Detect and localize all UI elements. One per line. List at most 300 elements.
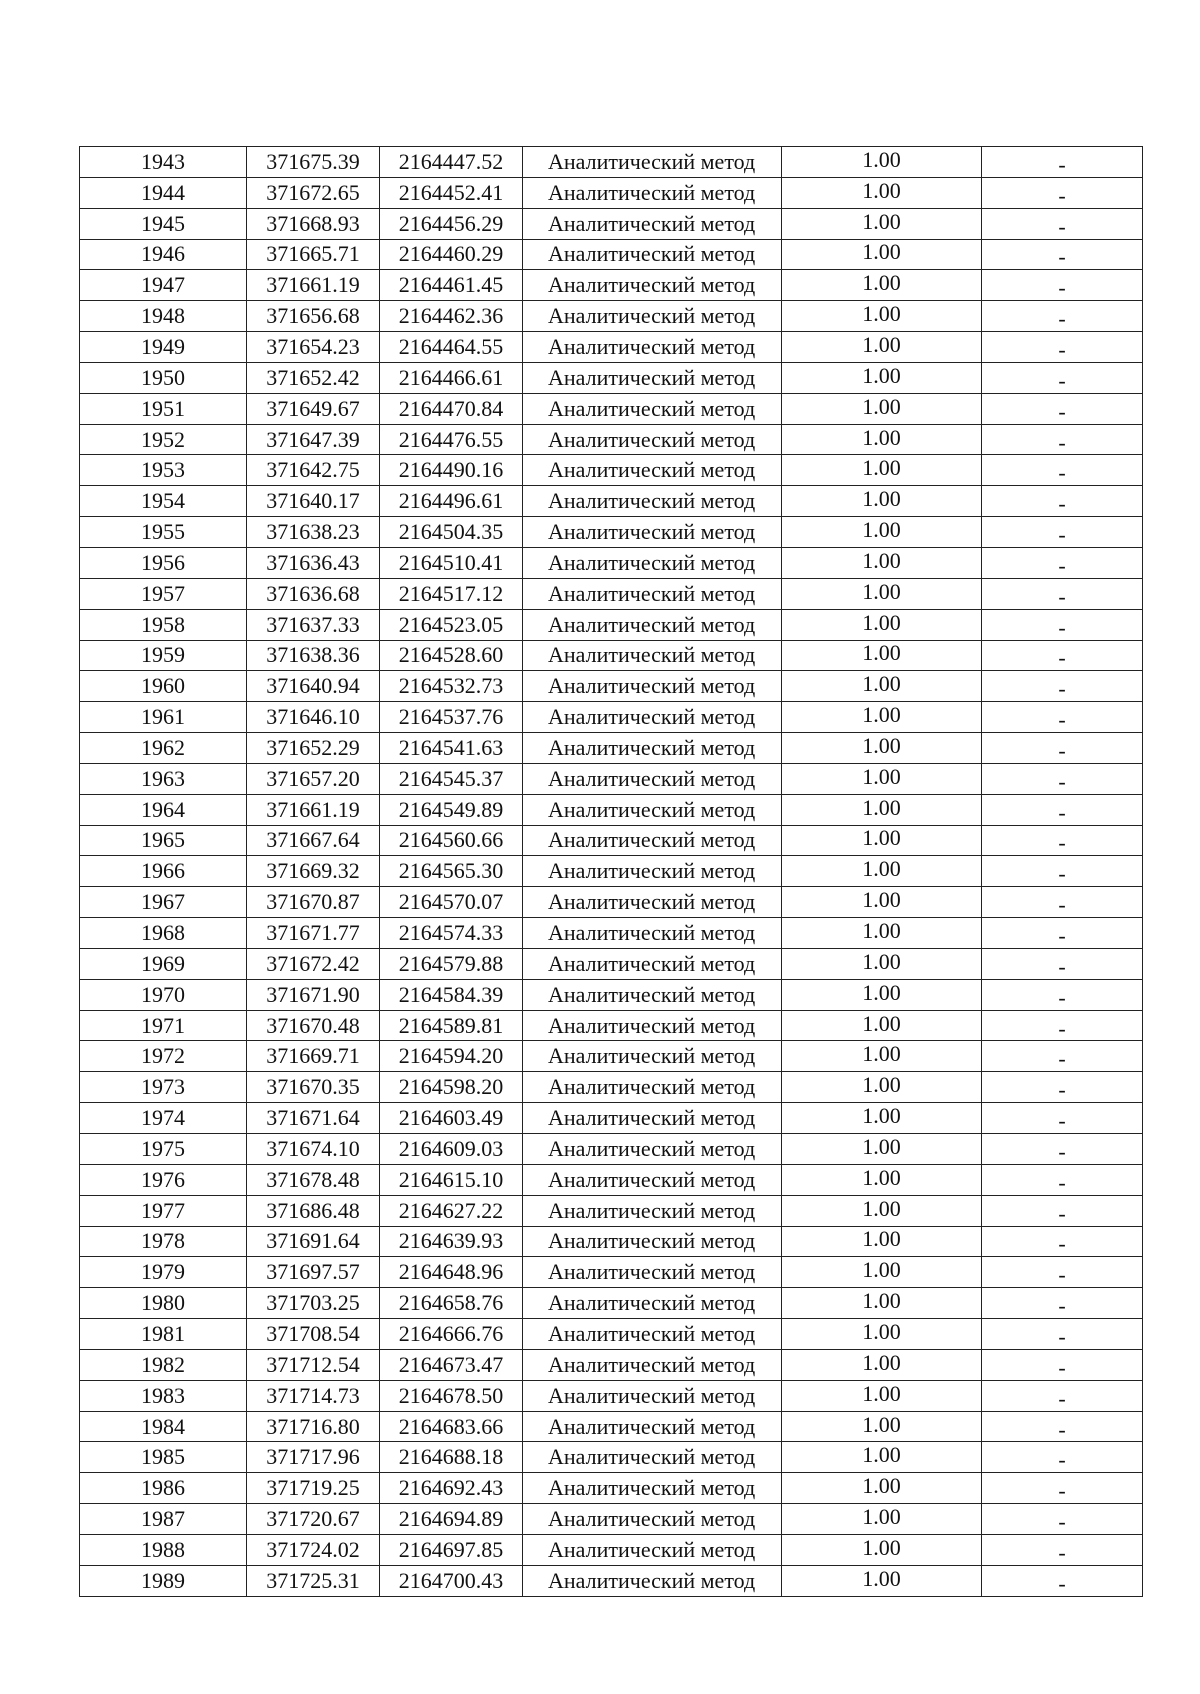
accuracy-cell	[782, 733, 982, 764]
accuracy-cell	[782, 239, 982, 270]
note-cell-text: -	[1058, 522, 1066, 548]
x-coordinate-cell: 371672.65	[247, 177, 380, 208]
point-number-cell: 1983	[80, 1380, 247, 1411]
method-cell: Аналитический метод	[523, 1195, 782, 1226]
method-cell: Аналитический метод	[523, 609, 782, 640]
accuracy-cell-text: 1.00	[862, 1288, 901, 1314]
table-row	[80, 578, 1143, 609]
y-coordinate-cell: 2164496.61	[380, 486, 523, 517]
accuracy-cell-text: 1.00	[862, 177, 901, 203]
note-cell	[982, 1534, 1143, 1565]
table-row	[80, 177, 1143, 208]
accuracy-cell-text: 1.00	[862, 1473, 901, 1499]
point-number-cell: 1978	[80, 1226, 247, 1257]
accuracy-cell-text: 1.00	[862, 331, 901, 357]
accuracy-cell	[782, 1041, 982, 1072]
method-cell: Аналитический метод	[523, 270, 782, 301]
method-cell: Аналитический метод	[523, 424, 782, 455]
method-cell: Аналитический метод	[523, 1349, 782, 1380]
note-cell	[982, 1288, 1143, 1319]
point-number-cell: 1966	[80, 856, 247, 887]
accuracy-cell-text: 1.00	[862, 609, 901, 635]
accuracy-cell	[782, 671, 982, 702]
note-cell	[982, 1504, 1143, 1535]
point-number-cell: 1976	[80, 1164, 247, 1195]
accuracy-cell	[782, 578, 982, 609]
y-coordinate-cell: 2164456.29	[380, 208, 523, 239]
method-cell: Аналитический метод	[523, 1288, 782, 1319]
point-number-cell: 1952	[80, 424, 247, 455]
note-cell	[982, 393, 1143, 424]
note-cell-text: -	[1058, 923, 1066, 949]
note-cell-text: -	[1058, 1509, 1066, 1535]
accuracy-cell	[782, 486, 982, 517]
x-coordinate-cell: 371703.25	[247, 1288, 380, 1319]
x-coordinate-cell: 371670.35	[247, 1072, 380, 1103]
accuracy-cell-text: 1.00	[862, 1380, 901, 1406]
note-cell-text: -	[1058, 1200, 1066, 1226]
y-coordinate-cell: 2164462.36	[380, 301, 523, 332]
table-row	[80, 856, 1143, 887]
table-row	[80, 1319, 1143, 1350]
x-coordinate-cell: 371719.25	[247, 1473, 380, 1504]
table-row	[80, 393, 1143, 424]
x-coordinate-cell: 371638.23	[247, 517, 380, 548]
note-cell	[982, 671, 1143, 702]
x-coordinate-cell: 371725.31	[247, 1565, 380, 1596]
note-cell	[982, 887, 1143, 918]
y-coordinate-cell: 2164549.89	[380, 794, 523, 825]
y-coordinate-cell: 2164589.81	[380, 1010, 523, 1041]
table-row	[80, 1103, 1143, 1134]
note-cell	[982, 609, 1143, 640]
method-cell: Аналитический метод	[523, 1257, 782, 1288]
table-row	[80, 1164, 1143, 1195]
table-row	[80, 1195, 1143, 1226]
y-coordinate-cell: 2164466.61	[380, 362, 523, 393]
note-cell	[982, 1041, 1143, 1072]
accuracy-cell-text: 1.00	[862, 301, 901, 327]
point-number-cell: 1964	[80, 794, 247, 825]
note-cell-text: -	[1058, 707, 1066, 733]
note-cell-text: -	[1058, 768, 1066, 794]
accuracy-cell-text: 1.00	[862, 1565, 901, 1591]
table-row	[80, 455, 1143, 486]
point-number-cell: 1974	[80, 1103, 247, 1134]
method-cell: Аналитический метод	[523, 362, 782, 393]
table-row	[80, 147, 1143, 178]
y-coordinate-cell: 2164470.84	[380, 393, 523, 424]
note-cell-text: -	[1058, 213, 1066, 239]
point-number-cell: 1988	[80, 1534, 247, 1565]
x-coordinate-cell: 371708.54	[247, 1319, 380, 1350]
note-cell-text: -	[1058, 1077, 1066, 1103]
method-cell: Аналитический метод	[523, 1473, 782, 1504]
method-cell: Аналитический метод	[523, 1565, 782, 1596]
accuracy-cell-text: 1.00	[862, 208, 901, 234]
note-cell	[982, 979, 1143, 1010]
point-number-cell: 1953	[80, 455, 247, 486]
point-number-cell: 1949	[80, 332, 247, 363]
accuracy-cell	[782, 177, 982, 208]
table-row	[80, 1534, 1143, 1565]
accuracy-cell-text: 1.00	[862, 1226, 901, 1252]
table-row	[80, 948, 1143, 979]
table-row	[80, 763, 1143, 794]
method-cell: Аналитический метод	[523, 455, 782, 486]
note-cell	[982, 547, 1143, 578]
y-coordinate-cell: 2164688.18	[380, 1442, 523, 1473]
y-coordinate-cell: 2164541.63	[380, 733, 523, 764]
accuracy-cell-text: 1.00	[862, 1349, 901, 1375]
y-coordinate-cell: 2164584.39	[380, 979, 523, 1010]
x-coordinate-cell: 371668.93	[247, 208, 380, 239]
accuracy-cell	[782, 887, 982, 918]
note-cell-text: -	[1058, 552, 1066, 578]
accuracy-cell-text: 1.00	[862, 1103, 901, 1129]
note-cell-text: -	[1058, 861, 1066, 887]
method-cell: Аналитический метод	[523, 332, 782, 363]
x-coordinate-cell: 371697.57	[247, 1257, 380, 1288]
accuracy-cell-text: 1.00	[862, 146, 901, 172]
point-number-cell: 1947	[80, 270, 247, 301]
accuracy-cell	[782, 1195, 982, 1226]
point-number-cell: 1946	[80, 239, 247, 270]
y-coordinate-cell: 2164574.33	[380, 918, 523, 949]
x-coordinate-cell: 371669.71	[247, 1041, 380, 1072]
table-row	[80, 1257, 1143, 1288]
table-row	[80, 1072, 1143, 1103]
accuracy-cell	[782, 1565, 982, 1596]
point-number-cell: 1982	[80, 1349, 247, 1380]
accuracy-cell	[782, 609, 982, 640]
note-cell	[982, 1134, 1143, 1165]
method-cell: Аналитический метод	[523, 1504, 782, 1535]
accuracy-cell	[782, 640, 982, 671]
point-number-cell: 1975	[80, 1134, 247, 1165]
y-coordinate-cell: 2164666.76	[380, 1319, 523, 1350]
note-cell	[982, 424, 1143, 455]
table-row	[80, 1473, 1143, 1504]
y-coordinate-cell: 2164594.20	[380, 1041, 523, 1072]
table-row	[80, 1565, 1143, 1596]
y-coordinate-cell: 2164598.20	[380, 1072, 523, 1103]
y-coordinate-cell: 2164504.35	[380, 517, 523, 548]
point-number-cell: 1984	[80, 1411, 247, 1442]
accuracy-cell-text: 1.00	[862, 887, 901, 913]
table-row	[80, 208, 1143, 239]
note-cell	[982, 733, 1143, 764]
point-number-cell: 1973	[80, 1072, 247, 1103]
x-coordinate-cell: 371636.43	[247, 547, 380, 578]
note-cell-text: -	[1058, 1323, 1066, 1349]
table-row	[80, 1504, 1143, 1535]
accuracy-cell-text: 1.00	[862, 517, 901, 543]
x-coordinate-cell: 371678.48	[247, 1164, 380, 1195]
method-cell: Аналитический метод	[523, 948, 782, 979]
point-number-cell: 1954	[80, 486, 247, 517]
note-cell-text: -	[1058, 614, 1066, 640]
note-cell-text: -	[1058, 429, 1066, 455]
method-cell: Аналитический метод	[523, 856, 782, 887]
table-row	[80, 918, 1143, 949]
note-cell-text: -	[1058, 275, 1066, 301]
accuracy-cell-text: 1.00	[862, 1257, 901, 1283]
accuracy-cell	[782, 147, 982, 178]
x-coordinate-cell: 371637.33	[247, 609, 380, 640]
x-coordinate-cell: 371667.64	[247, 825, 380, 856]
x-coordinate-cell: 371669.32	[247, 856, 380, 887]
accuracy-cell	[782, 794, 982, 825]
note-cell-text: -	[1058, 1015, 1066, 1041]
accuracy-cell-text: 1.00	[862, 1133, 901, 1159]
x-coordinate-cell: 371674.10	[247, 1134, 380, 1165]
point-number-cell: 1965	[80, 825, 247, 856]
accuracy-cell-text: 1.00	[862, 763, 901, 789]
table-row	[80, 1134, 1143, 1165]
x-coordinate-cell: 371691.64	[247, 1226, 380, 1257]
method-cell: Аналитический метод	[523, 702, 782, 733]
note-cell	[982, 1257, 1143, 1288]
point-number-cell: 1959	[80, 640, 247, 671]
x-coordinate-cell: 371712.54	[247, 1349, 380, 1380]
y-coordinate-cell: 2164537.76	[380, 702, 523, 733]
method-cell: Аналитический метод	[523, 1442, 782, 1473]
accuracy-cell	[782, 918, 982, 949]
point-number-cell: 1980	[80, 1288, 247, 1319]
note-cell	[982, 702, 1143, 733]
accuracy-cell-text: 1.00	[862, 918, 901, 944]
y-coordinate-cell: 2164603.49	[380, 1103, 523, 1134]
note-cell-text: -	[1058, 737, 1066, 763]
accuracy-cell	[782, 270, 982, 301]
table-row	[80, 486, 1143, 517]
note-cell-text: -	[1058, 676, 1066, 702]
y-coordinate-cell: 2164460.29	[380, 239, 523, 270]
accuracy-cell-text: 1.00	[862, 455, 901, 481]
point-number-cell: 1968	[80, 918, 247, 949]
table-row	[80, 609, 1143, 640]
note-cell	[982, 239, 1143, 270]
accuracy-cell	[782, 825, 982, 856]
y-coordinate-cell: 2164673.47	[380, 1349, 523, 1380]
accuracy-cell	[782, 424, 982, 455]
y-coordinate-cell: 2164490.16	[380, 455, 523, 486]
accuracy-cell	[782, 763, 982, 794]
point-number-cell: 1943	[80, 147, 247, 178]
y-coordinate-cell: 2164461.45	[380, 270, 523, 301]
accuracy-cell-text: 1.00	[862, 948, 901, 974]
point-number-cell: 1956	[80, 547, 247, 578]
point-number-cell: 1955	[80, 517, 247, 548]
x-coordinate-cell: 371665.71	[247, 239, 380, 270]
accuracy-cell	[782, 979, 982, 1010]
method-cell: Аналитический метод	[523, 578, 782, 609]
y-coordinate-cell: 2164517.12	[380, 578, 523, 609]
table-row	[80, 1349, 1143, 1380]
point-number-cell: 1972	[80, 1041, 247, 1072]
y-coordinate-cell: 2164658.76	[380, 1288, 523, 1319]
point-number-cell: 1977	[80, 1195, 247, 1226]
note-cell	[982, 301, 1143, 332]
x-coordinate-cell: 371656.68	[247, 301, 380, 332]
method-cell: Аналитический метод	[523, 671, 782, 702]
x-coordinate-cell: 371720.67	[247, 1504, 380, 1535]
accuracy-cell	[782, 393, 982, 424]
accuracy-cell-text: 1.00	[862, 1318, 901, 1344]
note-cell-text: -	[1058, 1262, 1066, 1288]
x-coordinate-cell: 371671.90	[247, 979, 380, 1010]
note-cell-text: -	[1058, 1354, 1066, 1380]
method-cell: Аналитический метод	[523, 486, 782, 517]
method-cell: Аналитический метод	[523, 177, 782, 208]
x-coordinate-cell: 371652.29	[247, 733, 380, 764]
accuracy-cell-text: 1.00	[862, 732, 901, 758]
method-cell: Аналитический метод	[523, 1072, 782, 1103]
note-cell-text: -	[1058, 182, 1066, 208]
accuracy-cell	[782, 208, 982, 239]
point-number-cell: 1962	[80, 733, 247, 764]
note-cell	[982, 486, 1143, 517]
table-row	[80, 1411, 1143, 1442]
method-cell: Аналитический метод	[523, 147, 782, 178]
note-cell-text: -	[1058, 1108, 1066, 1134]
note-cell-text: -	[1058, 1138, 1066, 1164]
accuracy-cell-text: 1.00	[862, 1504, 901, 1530]
note-cell-text: -	[1058, 953, 1066, 979]
note-cell	[982, 1164, 1143, 1195]
accuracy-cell-text: 1.00	[862, 424, 901, 450]
accuracy-cell-text: 1.00	[862, 362, 901, 388]
table-row	[80, 1041, 1143, 1072]
accuracy-cell	[782, 362, 982, 393]
accuracy-cell-text: 1.00	[862, 856, 901, 882]
accuracy-cell-text: 1.00	[862, 1041, 901, 1067]
note-cell	[982, 1349, 1143, 1380]
y-coordinate-cell: 2164694.89	[380, 1504, 523, 1535]
note-cell-text: -	[1058, 645, 1066, 671]
y-coordinate-cell: 2164560.66	[380, 825, 523, 856]
point-number-cell: 1967	[80, 887, 247, 918]
method-cell: Аналитический метод	[523, 301, 782, 332]
x-coordinate-cell: 371671.64	[247, 1103, 380, 1134]
point-number-cell: 1979	[80, 1257, 247, 1288]
x-coordinate-cell: 371670.87	[247, 887, 380, 918]
x-coordinate-cell: 371724.02	[247, 1534, 380, 1565]
y-coordinate-cell: 2164615.10	[380, 1164, 523, 1195]
accuracy-cell-text: 1.00	[862, 640, 901, 666]
accuracy-cell	[782, 1072, 982, 1103]
x-coordinate-cell: 371636.68	[247, 578, 380, 609]
y-coordinate-cell: 2164528.60	[380, 640, 523, 671]
x-coordinate-cell: 371647.39	[247, 424, 380, 455]
y-coordinate-cell: 2164639.93	[380, 1226, 523, 1257]
accuracy-cell-text: 1.00	[862, 825, 901, 851]
table-row	[80, 887, 1143, 918]
table-row	[80, 270, 1143, 301]
table-row	[80, 979, 1143, 1010]
y-coordinate-cell: 2164697.85	[380, 1534, 523, 1565]
point-number-cell: 1970	[80, 979, 247, 1010]
accuracy-cell	[782, 1319, 982, 1350]
note-cell-text: -	[1058, 1046, 1066, 1072]
y-coordinate-cell: 2164683.66	[380, 1411, 523, 1442]
accuracy-cell-text: 1.00	[862, 671, 901, 697]
method-cell: Аналитический метод	[523, 1411, 782, 1442]
method-cell: Аналитический метод	[523, 1319, 782, 1350]
accuracy-cell	[782, 1380, 982, 1411]
note-cell	[982, 1010, 1143, 1041]
y-coordinate-cell: 2164545.37	[380, 763, 523, 794]
point-number-cell: 1950	[80, 362, 247, 393]
x-coordinate-cell: 371675.39	[247, 147, 380, 178]
accuracy-cell	[782, 1164, 982, 1195]
point-number-cell: 1958	[80, 609, 247, 640]
x-coordinate-cell: 371646.10	[247, 702, 380, 733]
table-row	[80, 794, 1143, 825]
y-coordinate-cell: 2164678.50	[380, 1380, 523, 1411]
point-number-cell: 1987	[80, 1504, 247, 1535]
x-coordinate-cell: 371640.17	[247, 486, 380, 517]
method-cell: Аналитический метод	[523, 1380, 782, 1411]
method-cell: Аналитический метод	[523, 208, 782, 239]
y-coordinate-cell: 2164627.22	[380, 1195, 523, 1226]
accuracy-cell	[782, 1103, 982, 1134]
y-coordinate-cell: 2164510.41	[380, 547, 523, 578]
note-cell	[982, 1319, 1143, 1350]
x-coordinate-cell: 371661.19	[247, 270, 380, 301]
y-coordinate-cell: 2164579.88	[380, 948, 523, 979]
accuracy-cell	[782, 547, 982, 578]
accuracy-cell	[782, 1257, 982, 1288]
note-cell	[982, 948, 1143, 979]
note-cell-text: -	[1058, 398, 1066, 424]
accuracy-cell	[782, 517, 982, 548]
x-coordinate-cell: 371652.42	[247, 362, 380, 393]
table-row	[80, 424, 1143, 455]
table-row	[80, 239, 1143, 270]
point-number-cell: 1945	[80, 208, 247, 239]
accuracy-cell-text: 1.00	[862, 486, 901, 512]
x-coordinate-cell: 371686.48	[247, 1195, 380, 1226]
accuracy-cell-text: 1.00	[862, 1010, 901, 1036]
y-coordinate-cell: 2164692.43	[380, 1473, 523, 1504]
x-coordinate-cell: 371638.36	[247, 640, 380, 671]
method-cell: Аналитический метод	[523, 1103, 782, 1134]
y-coordinate-cell: 2164452.41	[380, 177, 523, 208]
y-coordinate-cell: 2164565.30	[380, 856, 523, 887]
note-cell	[982, 1226, 1143, 1257]
point-number-cell: 1960	[80, 671, 247, 702]
coordinates-table	[79, 146, 1143, 1597]
y-coordinate-cell: 2164523.05	[380, 609, 523, 640]
y-coordinate-cell: 2164700.43	[380, 1565, 523, 1596]
accuracy-cell-text: 1.00	[862, 270, 901, 296]
note-cell	[982, 640, 1143, 671]
note-cell	[982, 918, 1143, 949]
point-number-cell: 1986	[80, 1473, 247, 1504]
note-cell-text: -	[1058, 460, 1066, 486]
note-cell	[982, 1380, 1143, 1411]
accuracy-cell-text: 1.00	[862, 393, 901, 419]
table-row	[80, 1226, 1143, 1257]
note-cell	[982, 147, 1143, 178]
note-cell-text: -	[1058, 984, 1066, 1010]
accuracy-cell-text: 1.00	[862, 1442, 901, 1468]
accuracy-cell-text: 1.00	[862, 979, 901, 1005]
x-coordinate-cell: 371672.42	[247, 948, 380, 979]
note-cell	[982, 794, 1143, 825]
